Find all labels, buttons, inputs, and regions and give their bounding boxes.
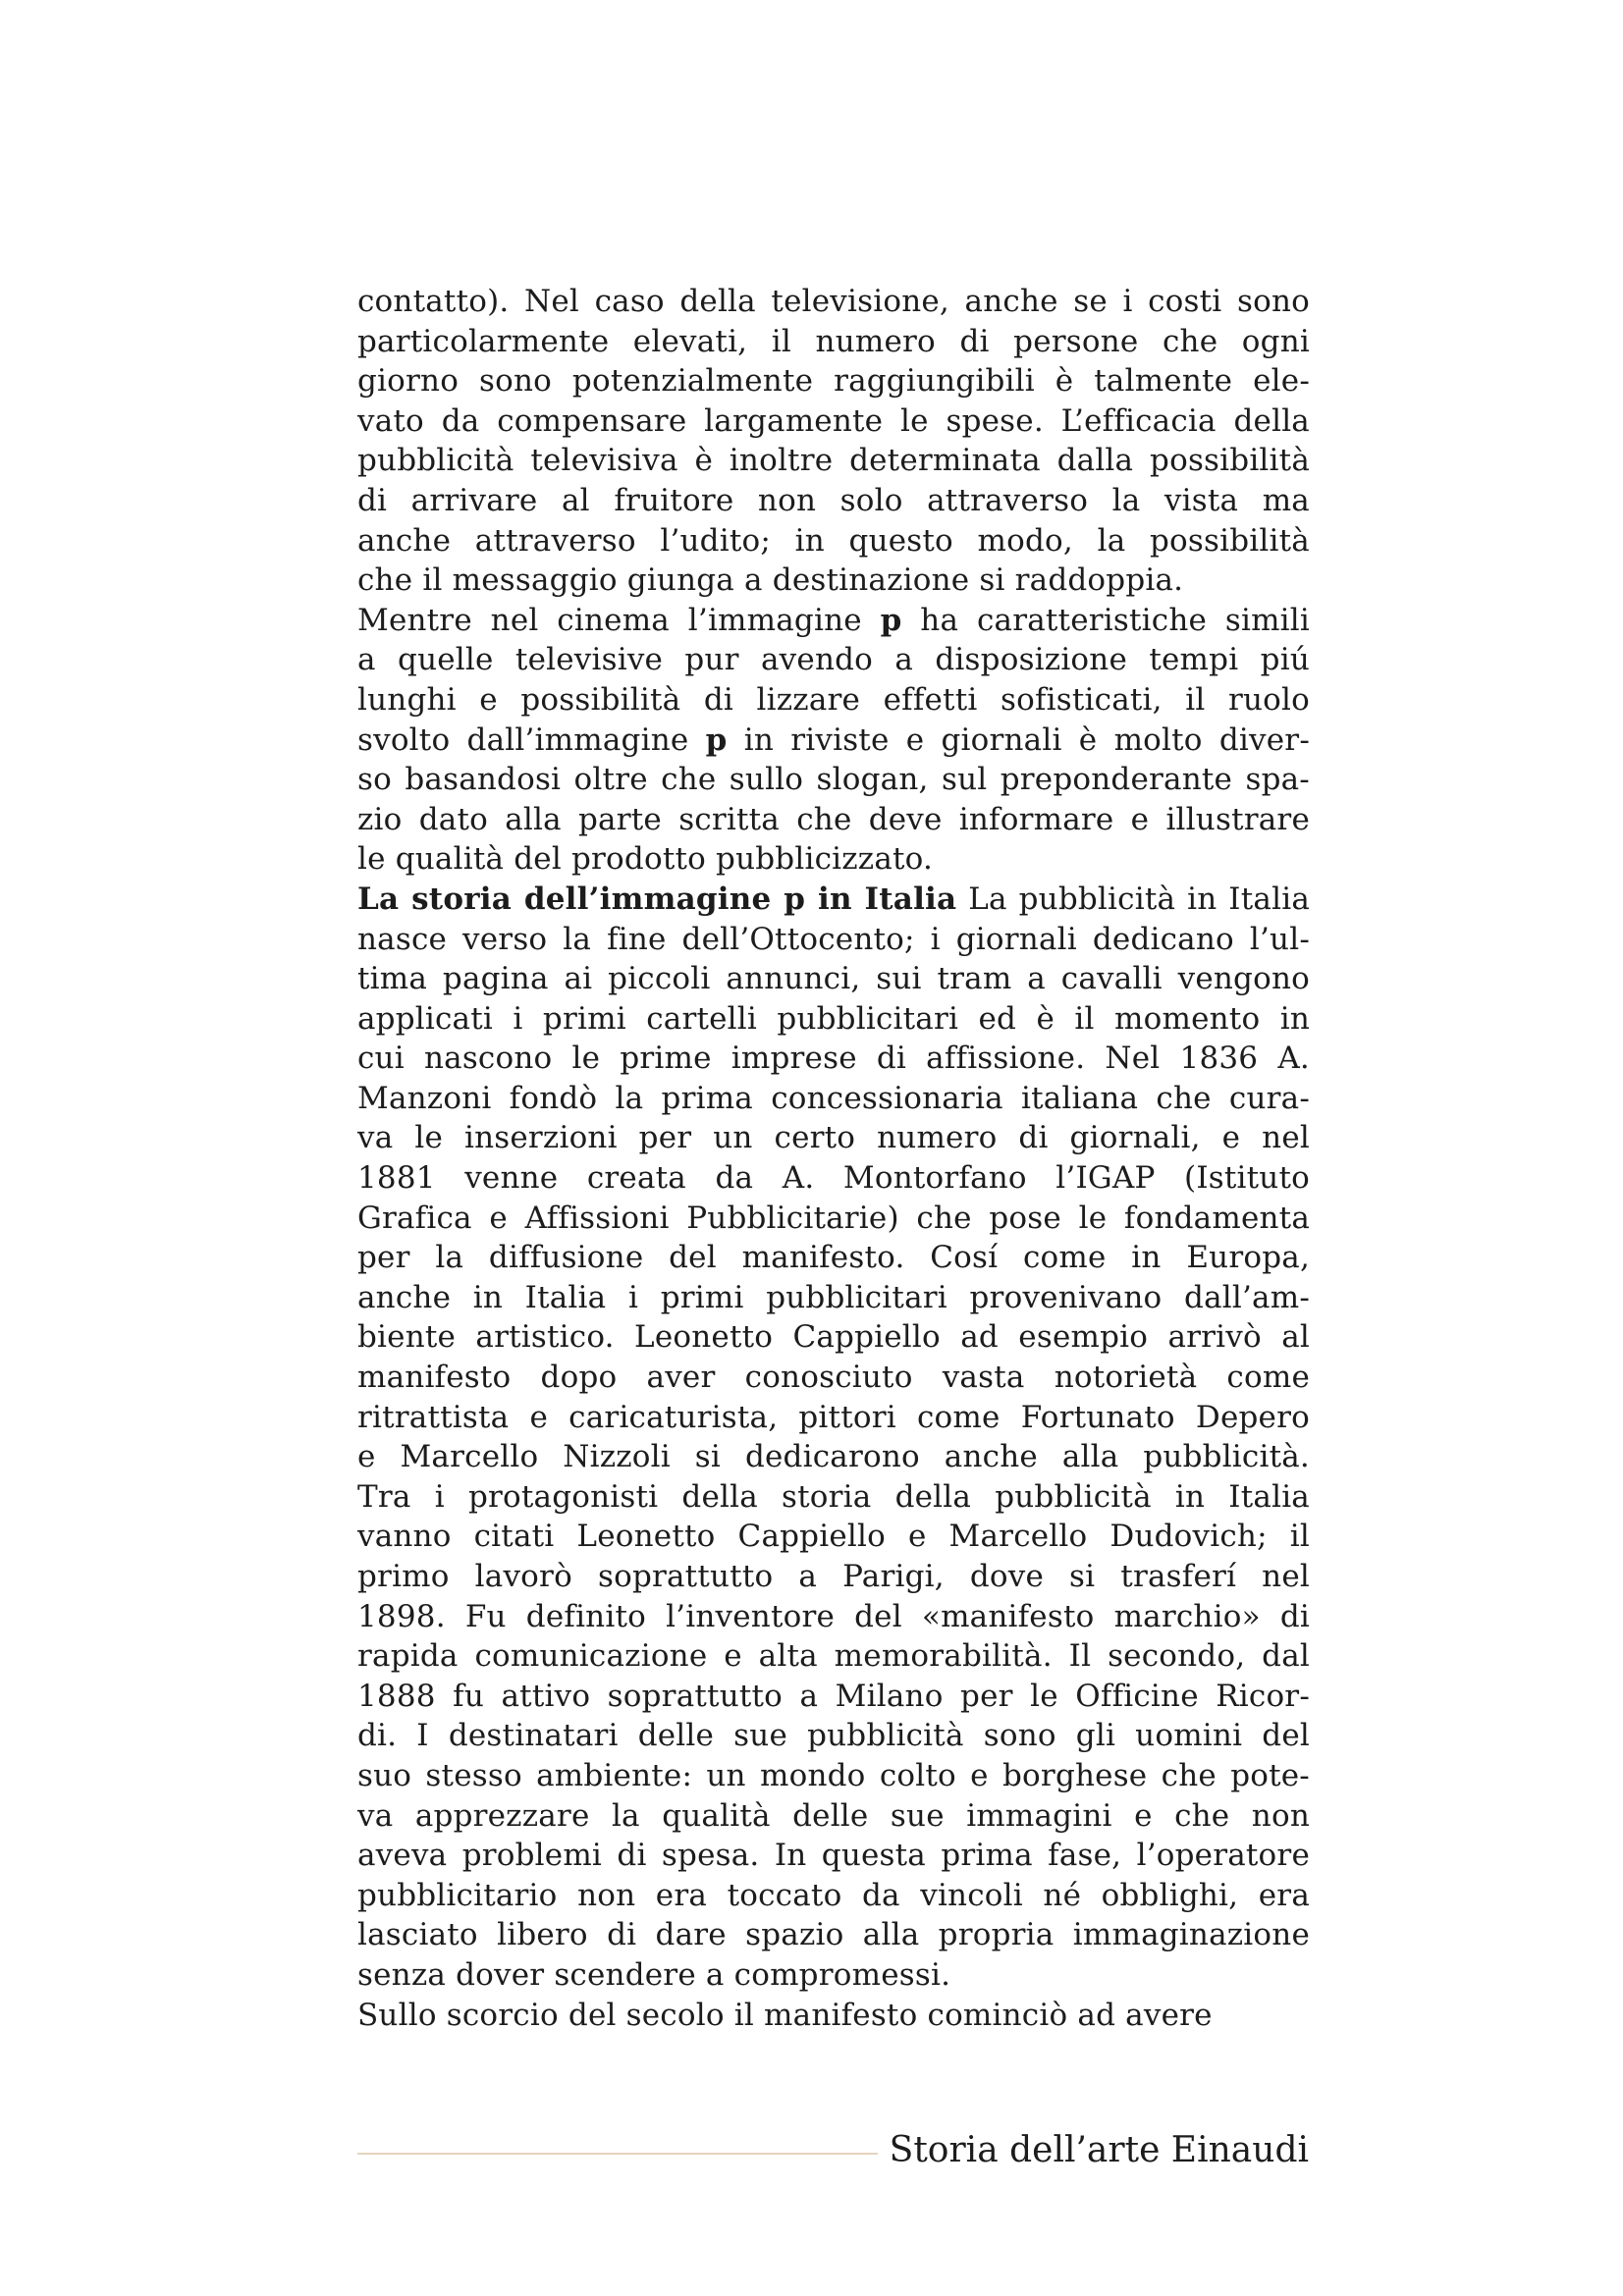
text-run: contatto). Nel caso della televisione, anche se i costi sono (357, 284, 1310, 319)
text-line (357, 1158, 1310, 1199)
text-run: manifesto dopo aver conosciuto vasta notorietà come (357, 1360, 1310, 1396)
text-run: zio dato alla parte scritta che deve informare e illustrare (357, 801, 1310, 837)
text-line (357, 721, 1310, 761)
text-run: vanno citati Leonetto Cappiello e Marcello Dudovich; il (357, 1519, 1310, 1555)
text-line (357, 1079, 1310, 1119)
text-line (357, 1836, 1310, 1876)
text-line (357, 640, 1310, 680)
text-run: va apprezzare la qualità delle sue immagini e che non (357, 1797, 1310, 1834)
text-line (357, 1677, 1310, 1717)
text-line (357, 1517, 1310, 1557)
body-text (357, 282, 1310, 2035)
text-run: pubblicitario non era toccato da vincoli né obblighi, era (357, 1877, 1310, 1913)
text-run: 1898. Fu definito l’inventore del «manifesto marchio» di (357, 1598, 1310, 1634)
text-line (357, 800, 1310, 840)
text-run: anche attraverso l’udito; in questo modo, la possibilità (357, 522, 1310, 559)
text-run: senza dover scendere a compromessi. (357, 1956, 951, 1993)
text-run: per la diffusione del manifesto. Cosí come in Europa, (357, 1240, 1310, 1276)
text-line (357, 1716, 1310, 1756)
text-line (357, 1597, 1310, 1637)
text-run: lunghi e possibilità di lizzare effetti sofisticati, il ruolo (357, 681, 1310, 718)
text-line (357, 999, 1310, 1040)
text-run: ha caratteristiche simili (901, 602, 1311, 638)
text-line (357, 361, 1310, 401)
text-line (357, 401, 1310, 442)
text-run: nasce verso la fine dell’Ottocento; i giornali dedicano l’ul- (357, 921, 1310, 957)
text-run: cui nascono le prime imprese di affissione. Nel 1836 A. (357, 1041, 1310, 1077)
text-run: applicati i primi cartelli pubblicitari ed è il momento in (357, 1000, 1310, 1037)
text-run: lasciato libero di dare spazio alla propria immaginazione (357, 1917, 1310, 1953)
text-line (357, 1477, 1310, 1518)
text-line (357, 1636, 1310, 1677)
text-run: Grafica e Affissioni Pubblicitarie) che pose le fondamenta (357, 1200, 1310, 1236)
text-run: Sullo scorcio del secolo il manifesto cominciò ad avere (357, 1997, 1213, 2033)
text-run: pubblicità televisiva è inoltre determinata dalla possibilità (357, 443, 1310, 479)
text-run: rapida comunicazione e alta memorabilità. Il secondo, dal (357, 1638, 1310, 1675)
text-line (357, 1398, 1310, 1438)
text-run: svolto dall’immagine (357, 721, 706, 758)
footer-rule (357, 2153, 878, 2155)
paragraph (357, 1996, 1310, 2036)
text-run: giorno sono potenzialmente raggiungibili è talmente ele- (357, 363, 1310, 400)
text-line (357, 1358, 1310, 1398)
text-line (357, 1557, 1310, 1597)
text-line (357, 1915, 1310, 1955)
text-line (357, 322, 1310, 362)
text-line (357, 1996, 1310, 2036)
text-line (357, 1437, 1310, 1477)
text-run: La pubblicità in Italia (956, 881, 1311, 917)
text-line (357, 839, 1310, 880)
text-line (357, 1876, 1310, 1916)
text-run: aveva problemi di spesa. In questa prima fase, l’operatore (357, 1838, 1310, 1874)
text-line (357, 601, 1310, 641)
text-run: so basandosi oltre che sullo slogan, sul preponderante spa- (357, 762, 1310, 798)
text-run: 1881 venne creata da A. Montorfano l’IGAP (Istituto (357, 1160, 1310, 1197)
text-line (357, 1238, 1310, 1278)
text-line (357, 680, 1310, 721)
text-line (357, 441, 1310, 481)
text-run: a quelle televisive pur avendo a disposizione tempi piú (357, 642, 1310, 678)
text-line (357, 1278, 1310, 1318)
text-line (357, 920, 1310, 960)
text-run: le qualità del prodotto pubblicizzato. (357, 841, 934, 878)
text-line (357, 481, 1310, 521)
text-run: ritrattista e caricaturista, pittori come Fortunato Depero (357, 1399, 1310, 1435)
text-run: Mentre nel cinema l’immagine (357, 602, 881, 638)
text-run: particolarmente elevati, il numero di persone che ogni (357, 323, 1310, 359)
text-run: primo lavorò soprattutto a Parigi, dove si trasferí nel (357, 1559, 1310, 1594)
text-line (357, 880, 1310, 920)
paragraph (357, 880, 1310, 1996)
bold-term: p (880, 602, 902, 638)
bold-term: p (705, 721, 728, 758)
text-run: va le inserzioni per un certo numero di giornali, e nel (357, 1120, 1310, 1156)
text-run: anche in Italia i primi pubblicitari provenivano dall’am- (357, 1279, 1310, 1315)
text-run: Tra i protagonisti della storia della pubblicità in Italia (357, 1478, 1310, 1515)
text-line (357, 1039, 1310, 1079)
text-run: e Marcello Nizzoli si dedicarono anche alla pubblicità. (357, 1439, 1310, 1475)
text-line (357, 760, 1310, 800)
text-run: che il messaggio giunga a destinazione si raddoppia. (357, 562, 1184, 599)
footer-title: Storia dell’arte Einaudi (889, 2130, 1309, 2170)
text-run: in riviste e giornali è molto diver- (727, 721, 1310, 758)
text-line (357, 282, 1310, 322)
text-run: di arrivare al fruitore non solo attraverso la vista ma (357, 482, 1310, 518)
text-line (357, 1118, 1310, 1158)
text-run: suo stesso ambiente: un mondo colto e borghese che pote- (357, 1757, 1310, 1793)
text-run: Manzoni fondò la prima concessionaria italiana che cura- (357, 1080, 1310, 1116)
text-line (357, 521, 1310, 561)
text-line (357, 959, 1310, 999)
text-line (357, 1756, 1310, 1796)
text-run: 1888 fu attivo soprattutto a Milano per le Officine Ricor- (357, 1678, 1310, 1714)
text-run: di. I destinatari delle sue pubblicità sono gli uomini del (357, 1718, 1310, 1754)
paragraph (357, 601, 1310, 880)
text-run: vato da compensare largamente le spese. L’efficacia della (357, 402, 1310, 439)
text-line (357, 1955, 1310, 1996)
text-line (357, 1317, 1310, 1358)
text-line (357, 561, 1310, 601)
text-run: tima pagina ai piccoli annunci, sui tram a cavalli vengono (357, 961, 1310, 997)
text-run: biente artistico. Leonetto Cappiello ad esempio arrivò al (357, 1319, 1310, 1356)
paragraph (357, 282, 1310, 601)
bold-term: La storia dell’immagine p in Italia (357, 881, 957, 917)
text-line (357, 1199, 1310, 1239)
text-line (357, 1796, 1310, 1837)
